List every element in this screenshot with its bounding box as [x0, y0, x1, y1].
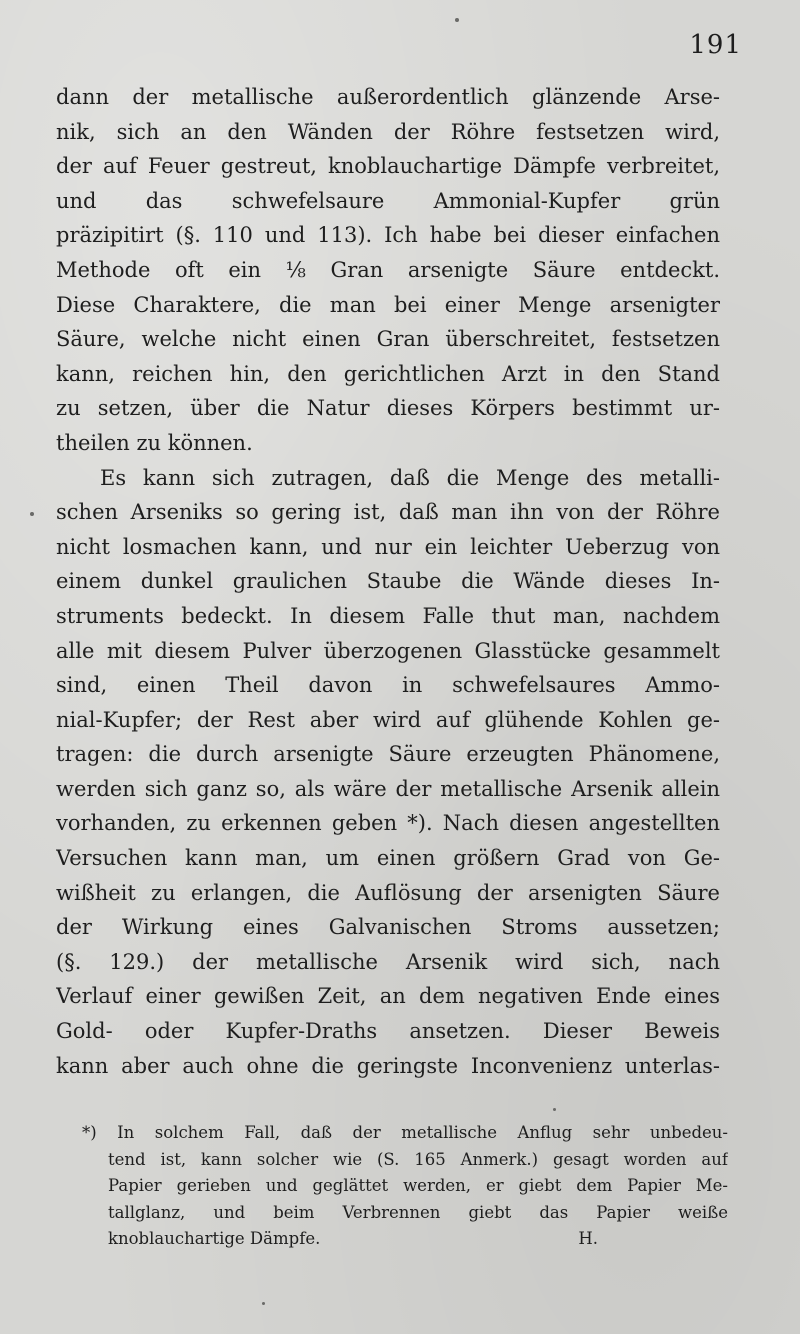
footnote-line: tend ist, kann solcher wie (S. 165 Anmerk.) gesagt worden auf [108, 1149, 728, 1169]
text-line: Diese Charaktere, die man bei einer Menge arsenigter [56, 292, 720, 317]
text-line: Es kann sich zutragen, daß die Menge des metalli- [100, 465, 720, 490]
paper-speck [262, 1302, 265, 1305]
text-line: sind, einen Theil davon in schwefelsaures Ammo- [56, 673, 720, 698]
text-line: vorhanden, zu erkennen geben *). Nach diesen angestellten [56, 811, 720, 836]
text-line: der auf Feuer gestreut, knoblauchartige Dämpfe verbreitet, [56, 154, 720, 179]
text-line: der Wirkung eines Galvanischen Stroms aussetzen; [56, 915, 720, 940]
text-line: nial-Kupfer; der Rest aber wird auf glühende Kohlen ge- [56, 707, 720, 732]
footnote [82, 1120, 728, 1253]
page-number: 191 [689, 30, 742, 60]
text-line: theilen zu können. [56, 430, 253, 455]
text-line: (§. 129.) der metallische Arsenik wird sich, nach [56, 949, 720, 974]
paper-speck [455, 18, 459, 22]
footnote-line: knoblauchartige Dämpfe. [108, 1229, 321, 1249]
text-line: Gold- oder Kupfer-Draths ansetzen. Dieser Beweis [56, 1019, 720, 1044]
text-line: zu setzen, über die Natur dieses Körpers bestimmt ur- [56, 396, 720, 421]
text-line: einem dunkel graulichen Staube die Wände dieses In- [56, 569, 720, 594]
text-line: Säure, welche nicht einen Gran überschreitet, festsetzen [56, 327, 720, 352]
text-line: wißheit zu erlangen, die Auflösung der arsenigten Säure [56, 880, 720, 905]
text-line: Methode oft ein ⅛ Gran arsenigte Säure entdeckt. [56, 257, 720, 282]
text-line: dann der metallische außerordentlich glänzende Arse- [56, 85, 720, 109]
text-line: alle mit diesem Pulver überzogenen Glasstücke gesammelt [56, 638, 720, 663]
footnote-line: *) In solchem Fall, daß der metallische Anflug sehr unbedeu- [82, 1123, 728, 1142]
text-line: werden sich ganz so, als wäre der metallische Arsenik allein [56, 776, 720, 801]
footnote-line: tallglanz, und beim Verbrennen giebt das Papier weiße [108, 1202, 728, 1222]
text-line: präzipitirt (§. 110 und 113). Ich habe bei dieser einfachen [56, 223, 720, 248]
text-line: Versuchen kann man, um einen größern Grad von Ge- [56, 846, 720, 871]
text-line: tragen: die durch arsenigte Säure erzeugten Phänomene, [56, 742, 720, 767]
text-line: struments bedeckt. In diesem Falle thut man, nachdem [56, 603, 720, 628]
paper-speck [30, 512, 34, 516]
text-line: schen Arseniks so gering ist, daß man ihn von der Röhre [56, 500, 720, 525]
text-line: Verlauf einer gewißen Zeit, an dem negativen Ende eines [56, 984, 720, 1009]
text-line: nicht losmachen kann, und nur ein leichter Ueberzug von [56, 534, 720, 559]
text-line: kann, reichen hin, den gerichtlichen Arzt in den Stand [56, 361, 720, 386]
paper-speck [553, 1108, 556, 1111]
main-text-block [56, 80, 720, 1083]
text-line: und das schwefelsaure Ammonial-Kupfer grün [56, 188, 720, 213]
text-line: kann aber auch ohne die geringste Inconvenienz unterlas- [56, 1053, 720, 1078]
text-line: nik, sich an den Wänden der Röhre festsetzen wird, [56, 119, 720, 144]
footnote-line: Papier gerieben und geglättet werden, er giebt dem Papier Me- [108, 1176, 728, 1196]
footnote-last-line [82, 1226, 728, 1253]
footnote-signature: H. [578, 1229, 598, 1249]
